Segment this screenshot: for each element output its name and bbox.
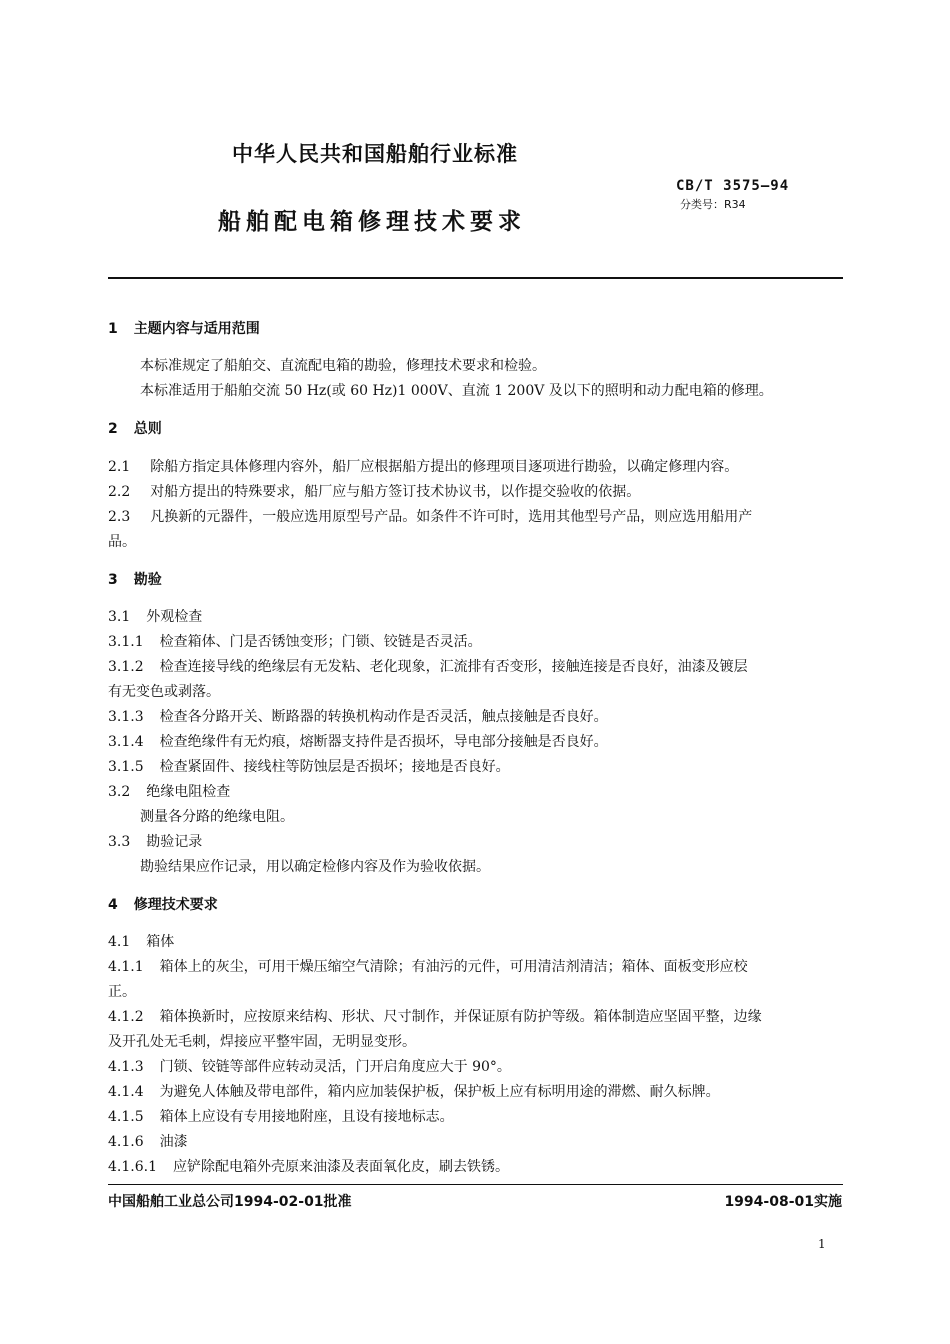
clause-text: 为避免人体触及带电部件，箱内应加装保护板，保护板上应有标明用途的滞燃、耐久标牌。 — [159, 1084, 720, 1100]
clause-4-1-2-continuation: 及开孔处无毛刺，焊接应平整牢固，无明显变形。 — [108, 1034, 416, 1050]
section-title: 主题内容与适用范围 — [133, 321, 260, 337]
clause-3-1-3 — [108, 706, 608, 726]
clause-3-3 — [108, 831, 202, 851]
standard-number: CB/T 3575—94 — [676, 178, 790, 194]
clause-number: 4.1.1 — [108, 959, 144, 975]
clause-text: 除船方指定具体修理内容外，船厂应根据船方提出的修理项目逐项进行勘验，以确定修理内容。 — [150, 459, 739, 475]
section-4-heading — [108, 894, 218, 914]
clause-3-1 — [108, 606, 202, 626]
section-number: 4 — [108, 897, 118, 913]
clause-number: 3.1 — [108, 609, 131, 625]
clause-number: 2.3 — [108, 509, 131, 525]
clause-text: 箱体 — [146, 934, 175, 950]
clause-4-1-1 — [108, 956, 748, 976]
clause-number: 3.1.1 — [108, 634, 144, 650]
clause-number: 3.1.2 — [108, 659, 144, 675]
clause-number: 4.1.6 — [108, 1134, 144, 1150]
clause-text: 箱体上应设有专用接地附座，且设有接地标志。 — [159, 1109, 454, 1125]
clause-number: 4.1.3 — [108, 1059, 144, 1075]
paragraph: 本标准适用于船舶交流 50 Hz(或 60 Hz)1 000V、直流 1 200V 及以下的照明和动力配电箱的修理。 — [140, 383, 773, 399]
approval-line: 中国船舶工业总公司1994-02-01批准 — [108, 1194, 352, 1210]
clause-4-1-6-1 — [108, 1156, 509, 1176]
clause-4-1-3 — [108, 1056, 511, 1076]
section-title: 总则 — [133, 421, 162, 437]
clause-number: 4.1.4 — [108, 1084, 144, 1100]
clause-number: 3.1.5 — [108, 759, 144, 775]
section-number: 2 — [108, 421, 118, 437]
section-1-heading — [108, 318, 260, 338]
clause-number: 4.1.2 — [108, 1009, 144, 1025]
clause-text: 对船方提出的特殊要求，船厂应与船方签订技术协议书，以作提交验收的依据。 — [150, 484, 641, 500]
clause-number: 2.1 — [108, 459, 131, 475]
section-3-heading — [108, 569, 162, 589]
section-title: 修理技术要求 — [133, 897, 218, 913]
clause-text: 勘验记录 — [146, 834, 203, 850]
clause-2-2 — [108, 481, 640, 501]
clause-number: 2.2 — [108, 484, 131, 500]
clause-text: 检查绝缘件有无灼痕，熔断器支持件是否损坏，导电部分接触是否良好。 — [159, 734, 608, 750]
clause-text: 检查箱体、门是否锈蚀变形；门锁、铰链是否灵活。 — [159, 634, 482, 650]
clause-text: 外观检查 — [146, 609, 203, 625]
paragraph: 测量各分路的绝缘电阻。 — [140, 809, 294, 825]
clause-4-1-5 — [108, 1106, 454, 1126]
clause-4-1-4 — [108, 1081, 720, 1101]
section-title: 勘验 — [133, 572, 162, 588]
header-divider — [108, 277, 843, 279]
clause-2-3 — [108, 506, 752, 526]
clause-text: 凡换新的元器件，一般应选用原型号产品。如条件不许可时，选用其他型号产品，则应选用船用产 — [150, 509, 753, 525]
clause-number: 3.3 — [108, 834, 131, 850]
clause-text: 检查各分路开关、断路器的转换机构动作是否灵活，触点接触是否良好。 — [159, 709, 608, 725]
clause-text: 箱体换新时，应按原来结构、形状、尺寸制作，并保证原有防护等级。箱体制造应坚固平整，边缘 — [159, 1009, 762, 1025]
effective-date: 1994-08-01实施 — [724, 1194, 842, 1210]
clause-3-1-1 — [108, 631, 482, 651]
clause-text: 检查连接导线的绝缘层有无发粘、老化现象，汇流排有否变形，接触连接是否良好，油漆及镀层 — [159, 659, 748, 675]
clause-number: 3.1.4 — [108, 734, 144, 750]
paragraph: 本标准规定了船舶交、直流配电箱的勘验，修理技术要求和检验。 — [140, 358, 546, 374]
clause-text: 检查紧固件、接线柱等防蚀层是否损坏；接地是否良好。 — [159, 759, 510, 775]
clause-4-1-2 — [108, 1006, 762, 1026]
clause-2-1 — [108, 456, 738, 476]
document-title: 船舶配电箱修理技术要求 — [218, 209, 526, 235]
clause-3-1-2-continuation: 有无变色或剥落。 — [108, 684, 220, 700]
clause-3-1-4 — [108, 731, 608, 751]
footer-divider — [108, 1184, 843, 1185]
org-title: 中华人民共和国船舶行业标准 — [232, 142, 518, 166]
clause-text: 绝缘电阻检查 — [146, 784, 231, 800]
clause-number: 3.1.3 — [108, 709, 144, 725]
section-number: 1 — [108, 321, 118, 337]
clause-text: 应铲除配电箱外壳原来油漆及表面氧化皮，刷去铁锈。 — [172, 1159, 509, 1175]
section-2-heading — [108, 418, 162, 438]
page-number: 1 — [818, 1237, 826, 1251]
clause-number: 3.2 — [108, 784, 131, 800]
clause-3-1-2 — [108, 656, 748, 676]
clause-text: 门锁、铰链等部件应转动灵活，门开启角度应大于 90°。 — [159, 1059, 511, 1075]
clause-text: 油漆 — [159, 1134, 188, 1150]
clause-2-3-continuation: 品。 — [108, 534, 136, 550]
clause-4-1 — [108, 931, 174, 951]
clause-number: 4.1.6.1 — [108, 1159, 157, 1175]
clause-number: 4.1.5 — [108, 1109, 144, 1125]
paragraph: 勘验结果应作记录，用以确定检修内容及作为验收依据。 — [140, 859, 490, 875]
clause-text: 箱体上的灰尘，可用干燥压缩空气清除；有油污的元件，可用清洁剂清洁；箱体、面板变形应校 — [159, 959, 748, 975]
clause-3-1-5 — [108, 756, 510, 776]
clause-number: 4.1 — [108, 934, 131, 950]
section-number: 3 — [108, 572, 118, 588]
classification-code: 分类号：R34 — [680, 198, 746, 211]
clause-3-2 — [108, 781, 230, 801]
clause-4-1-6 — [108, 1131, 188, 1151]
clause-4-1-1-continuation: 正。 — [108, 984, 136, 1000]
